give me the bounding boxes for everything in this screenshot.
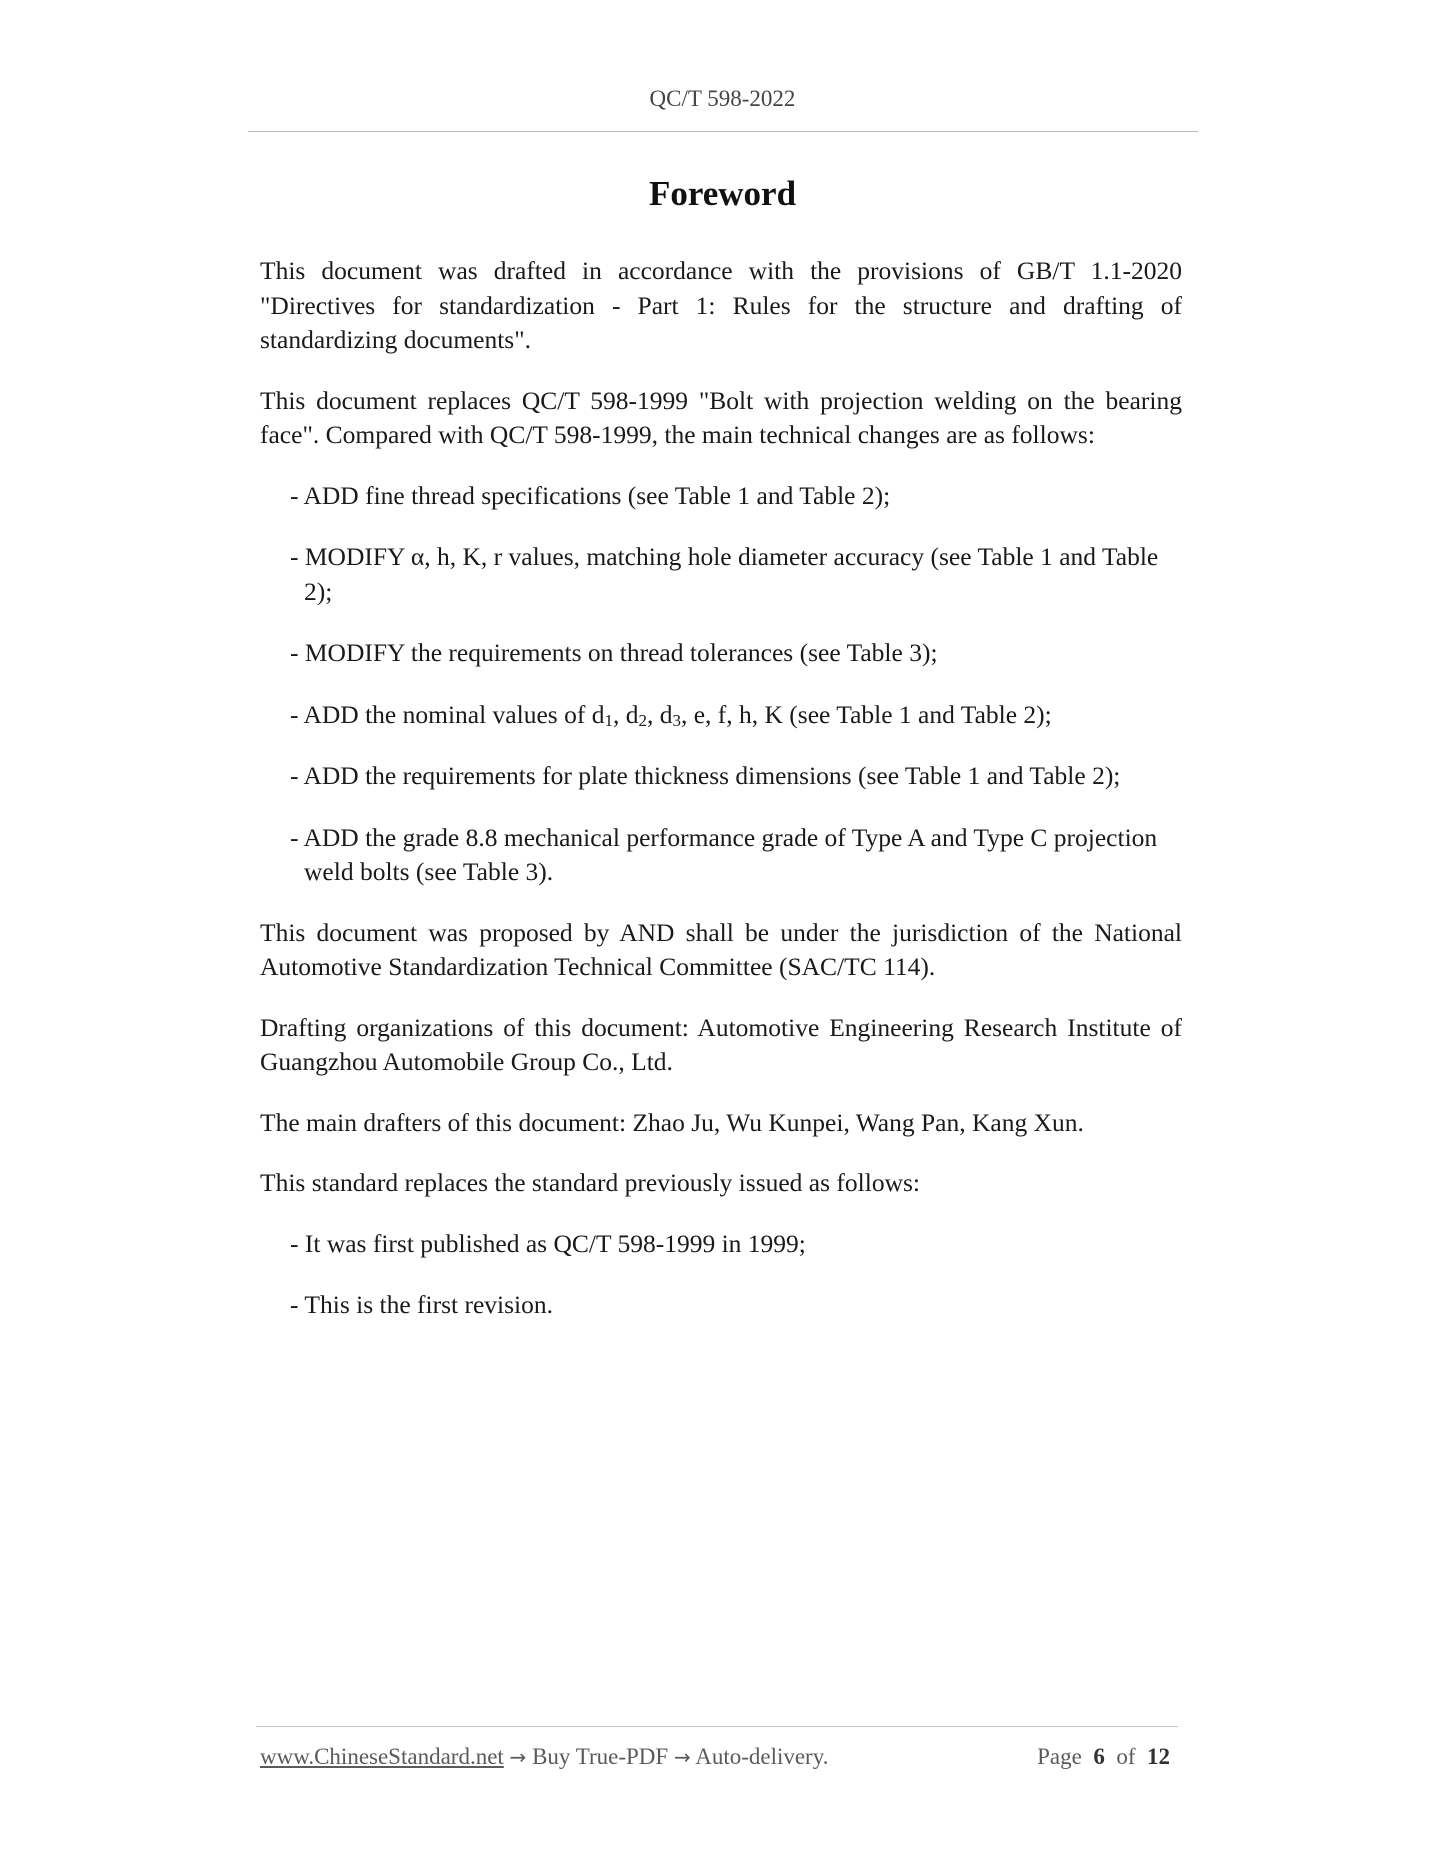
footer-divider (256, 1726, 1178, 1727)
footer-promo (260, 1744, 828, 1770)
list-item: - ADD the requirements for plate thickness dimensions (see Table 1 and Table 2); (290, 761, 1121, 790)
list-item-text: , d (646, 699, 673, 729)
list-item: - ADD the grade 8.8 mechanical performance grade of Type A and Type C projection weld bolts (see Table 3). (290, 822, 1158, 886)
foreword-body (260, 254, 1182, 1349)
paragraph-drafting-organizations: Drafting organizations of this document: Automotive Engineering Research Institute of Guangzhou Automobile Group Co., Ltd. (260, 1012, 1182, 1076)
of-label: of (1116, 1744, 1136, 1769)
paragraph-drafting-basis: This document was drafted in accordance with the provisions of GB/T 1.1-2020 "Directives for standardization - Part 1: Rules for the structure and drafting of standardizing documents". (260, 256, 1182, 354)
header-divider (248, 131, 1198, 132)
list-item-text: , e, f, h, K (see Table 1 and Table 2); (680, 699, 1052, 729)
arrow-right-icon: → (509, 1745, 527, 1769)
list-item-text: , d (612, 699, 639, 729)
page-indicator (1037, 1744, 1170, 1770)
subscript: 1 (604, 710, 613, 730)
website-link[interactable]: www.ChineseStandard.net (260, 1744, 504, 1769)
list-item: - This is the first revision. (290, 1290, 554, 1319)
list-item (290, 698, 1182, 733)
list-item: - MODIFY α, h, K, r values, matching hole diameter accuracy (see Table 1 and Table 2); (290, 542, 1159, 606)
paragraph-drafters: The main drafters of this document: Zhao Ju, Wu Kunpei, Wang Pan, Kang Xun. (260, 1107, 1084, 1137)
paragraph-previous-issues: This standard replaces the standard previously issued as follows: (260, 1168, 921, 1197)
list-item-text: - ADD the nominal values of d (290, 699, 605, 729)
total-pages-number: 12 (1147, 1744, 1170, 1769)
buy-true-pdf-text: Buy True-PDF (532, 1744, 669, 1769)
paragraph-replacement: This document replaces QC/T 598-1999 "Bolt with projection welding on the bearing face". Compared with QC/T 598-1999, the main technical changes are as follows: (260, 385, 1182, 449)
current-page-number: 6 (1093, 1744, 1105, 1769)
arrow-right-icon: → (673, 1745, 691, 1769)
list-item: - It was first published as QC/T 598-1999 in 1999; (290, 1228, 806, 1258)
auto-delivery-text: Auto-delivery. (695, 1744, 829, 1769)
technical-changes-list (260, 479, 1182, 890)
list-item: - ADD fine thread specifications (see Table 1 and Table 2); (290, 480, 891, 510)
list-item: - MODIFY the requirements on thread tolerances (see Table 3); (290, 638, 938, 667)
page-label: Page (1037, 1744, 1082, 1769)
history-list (260, 1227, 1182, 1323)
header-standard-code: QC/T 598-2022 (649, 86, 796, 111)
page-title: Foreword (648, 174, 797, 213)
subscript: 2 (638, 710, 647, 730)
subscript: 3 (672, 710, 681, 730)
paragraph-jurisdiction: This document was proposed by AND shall be under the jurisdiction of the National Automotive Standardization Technical Committee (SAC/TC 114). (260, 917, 1182, 981)
